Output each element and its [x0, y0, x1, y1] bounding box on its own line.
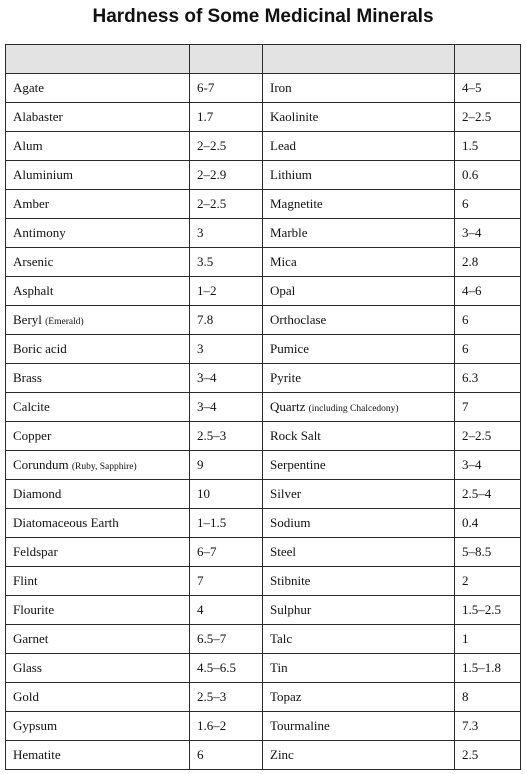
- hardness-value-cell: [455, 625, 521, 654]
- mineral-name-cell: [6, 625, 190, 654]
- mineral-name-cell-text: Pyrite: [270, 370, 302, 385]
- mineral-name-cell-text: Alabaster: [13, 109, 63, 124]
- mineral-name-cell-text: Glass: [13, 660, 42, 675]
- hardness-value-cell: [455, 132, 521, 161]
- mineral-name-cell: [6, 335, 190, 364]
- hardness-value-cell-text: 1.6–2: [197, 718, 227, 733]
- hardness-value-cell-text: 2.8: [462, 254, 479, 269]
- hardness-value-cell: [190, 74, 263, 103]
- mineral-name-cell-text: Silver: [270, 486, 302, 501]
- mineral-name-cell: [263, 219, 455, 248]
- mineral-name-cell-text: Kaolinite: [270, 109, 319, 124]
- table-row: [6, 103, 521, 132]
- table-row: [6, 132, 521, 161]
- mineral-name-cell-text: Opal: [270, 283, 296, 298]
- hardness-value-cell: [190, 654, 263, 683]
- mineral-name-cell: [6, 567, 190, 596]
- mineral-name-cell-text: Boric acid: [13, 341, 67, 356]
- mineral-name-cell-text: Iron: [270, 80, 292, 95]
- hardness-value-cell: [455, 248, 521, 277]
- mineral-name-cell: [263, 480, 455, 509]
- hardness-value-cell-text: 2.5–4: [462, 486, 492, 501]
- hardness-value-cell: [190, 480, 263, 509]
- hardness-value-cell: [455, 306, 521, 335]
- table-row: [6, 625, 521, 654]
- mineral-name-cell: [6, 364, 190, 393]
- hardness-value-cell-text: 6–7: [197, 544, 217, 559]
- table-row: [6, 422, 521, 451]
- hardness-value-cell-text: 6: [462, 341, 469, 356]
- mineral-name-cell-text: Steel: [270, 544, 296, 559]
- table-row: [6, 596, 521, 625]
- mineral-name-cell-text: Diamond: [13, 486, 62, 501]
- mineral-name-cell: [6, 306, 190, 335]
- hardness-value-cell: [455, 654, 521, 683]
- mineral-name-cell: [263, 161, 455, 190]
- hardness-value-cell-text: 4: [197, 602, 204, 617]
- hardness-value-cell-text: 2.5–3: [197, 428, 227, 443]
- mineral-name-cell-text: Corundum: [13, 457, 69, 472]
- table-row: [6, 306, 521, 335]
- hardness-value-cell: [190, 277, 263, 306]
- hardness-value-cell-text: 2: [462, 573, 469, 588]
- table-row: [6, 741, 521, 770]
- hardness-value-cell-text: 2–2.5: [462, 109, 492, 124]
- mineral-name-cell-text: Serpentine: [270, 457, 326, 472]
- mineral-name-cell: [6, 248, 190, 277]
- mineral-name-cell: [263, 190, 455, 219]
- hardness-value-cell: [190, 451, 263, 480]
- hardness-value-cell-text: 2–2.5: [197, 138, 227, 153]
- hardness-value-cell-text: 1–1.5: [197, 515, 227, 530]
- hardness-value-cell: [190, 393, 263, 422]
- hardness-value-cell: [455, 712, 521, 741]
- mineral-name-cell-text: Asphalt: [13, 283, 54, 298]
- mineral-name-cell-text: Alum: [13, 138, 43, 153]
- hardness-value-cell: [190, 683, 263, 712]
- hardness-value-cell: [455, 364, 521, 393]
- mineral-name-cell: [6, 654, 190, 683]
- hardness-value-cell: [455, 161, 521, 190]
- hardness-value-cell-text: 0.6: [462, 167, 479, 182]
- mineral-name-cell-text: Sulphur: [270, 602, 312, 617]
- hardness-value-cell: [190, 422, 263, 451]
- hardness-value-cell: [455, 277, 521, 306]
- mineral-name-cell: [263, 509, 455, 538]
- mineral-name-cell: [6, 74, 190, 103]
- table-row: [6, 509, 521, 538]
- mineral-name-cell: [6, 132, 190, 161]
- hardness-value-cell-text: 6.5–7: [197, 631, 227, 646]
- mineral-name-cell-text: Antimony: [13, 225, 66, 240]
- hardness-value-cell-text: 7.3: [462, 718, 479, 733]
- hardness-value-cell: [190, 306, 263, 335]
- hardness-value-cell: [455, 335, 521, 364]
- mineral-name-cell: [263, 306, 455, 335]
- hardness-value-cell: [190, 538, 263, 567]
- mineral-name-cell: [6, 103, 190, 132]
- hardness-value-cell-text: 10: [197, 486, 210, 501]
- hardness-value-cell-text: 7.8: [197, 312, 214, 327]
- mineral-name-cell: [6, 683, 190, 712]
- mineral-name-cell-text: Beryl: [13, 312, 42, 327]
- hardness-value-cell-text: 3–4: [197, 399, 217, 414]
- mineral-name-cell: [263, 422, 455, 451]
- hardness-value-cell: [455, 538, 521, 567]
- mineral-name-cell-text: Tin: [270, 660, 288, 675]
- table-row: [6, 567, 521, 596]
- hardness-value-cell-text: 7: [197, 573, 204, 588]
- hardness-value-cell-text: 1.5: [462, 138, 479, 153]
- mineral-name-cell: [6, 712, 190, 741]
- hardness-value-cell: [190, 625, 263, 654]
- header-cell-mineral-right: [263, 45, 455, 74]
- hardness-value-cell-text: 2.5–3: [197, 689, 227, 704]
- hardness-value-cell-text: 7: [462, 399, 469, 414]
- hardness-value-cell-text: 6-7: [197, 80, 215, 95]
- mineral-name-cell-text: Amber: [13, 196, 50, 211]
- table-row: [6, 248, 521, 277]
- mineral-name-cell: [263, 335, 455, 364]
- mineral-name-cell-text: Calcite: [13, 399, 50, 414]
- table-row: [6, 219, 521, 248]
- mineral-name-cell: [6, 393, 190, 422]
- mineral-name-cell: [6, 480, 190, 509]
- hardness-value-cell: [190, 567, 263, 596]
- mineral-name-cell: [263, 393, 455, 422]
- mineral-name-cell-text: Arsenic: [13, 254, 54, 269]
- table-row: [6, 451, 521, 480]
- hardness-value-cell-text: 1.7: [197, 109, 214, 124]
- header-cell-hardness-right: [455, 45, 521, 74]
- mineral-name-cell: [263, 103, 455, 132]
- hardness-value-cell-text: 1.5–2.5: [462, 602, 501, 617]
- table-row: [6, 683, 521, 712]
- mineral-name-cell-text: Brass: [13, 370, 42, 385]
- mineral-name-cell: [263, 74, 455, 103]
- table-body: [6, 74, 521, 770]
- hardness-value-cell: [455, 683, 521, 712]
- hardness-value-cell-text: 2–2.9: [197, 167, 227, 182]
- mineral-name-cell-text: Lithium: [270, 167, 312, 182]
- hardness-value-cell: [455, 596, 521, 625]
- mineral-name-cell: [6, 190, 190, 219]
- mineral-name-cell: [263, 567, 455, 596]
- mineral-name-cell-text: Sodium: [270, 515, 311, 530]
- hardness-value-cell: [190, 161, 263, 190]
- mineral-name-cell: [6, 451, 190, 480]
- mineral-name-cell-text: Mica: [270, 254, 297, 269]
- mineral-name-cell-text: Talc: [270, 631, 293, 646]
- mineral-name-cell: [263, 132, 455, 161]
- hardness-value-cell-text: 3: [197, 341, 204, 356]
- mineral-name-cell: [263, 683, 455, 712]
- mineral-name-cell: [6, 422, 190, 451]
- mineral-name-cell: [263, 712, 455, 741]
- hardness-value-cell: [190, 132, 263, 161]
- header-cell-mineral-left: [6, 45, 190, 74]
- mineral-name-cell-text: Pumice: [270, 341, 309, 356]
- mineral-name-cell: [263, 277, 455, 306]
- mineral-name-cell-text: Gypsum: [13, 718, 58, 733]
- mineral-name-cell-text: Feldspar: [13, 544, 58, 559]
- mineral-name-cell: [6, 219, 190, 248]
- hardness-value-cell-text: 2–2.5: [462, 428, 492, 443]
- mineral-name-cell: [263, 625, 455, 654]
- hardness-table: [5, 44, 521, 770]
- mineral-name-cell: [6, 741, 190, 770]
- hardness-value-cell-text: 8: [462, 689, 469, 704]
- hardness-value-cell-text: 3–4: [462, 225, 482, 240]
- table-row: [6, 277, 521, 306]
- mineral-name-cell-text: Diatomaceous Earth: [13, 515, 119, 530]
- table-row: [6, 393, 521, 422]
- hardness-value-cell: [190, 219, 263, 248]
- mineral-name-cell-text: Lead: [270, 138, 296, 153]
- table-row: [6, 335, 521, 364]
- header-cell-hardness-left: [190, 45, 263, 74]
- hardness-value-cell: [455, 74, 521, 103]
- hardness-value-cell-text: 4–5: [462, 80, 482, 95]
- table-row: [6, 712, 521, 741]
- hardness-value-cell-text: 3–4: [462, 457, 482, 472]
- mineral-name-cell-text: Quartz: [270, 399, 306, 414]
- hardness-value-cell-text: 1: [462, 631, 469, 646]
- hardness-value-cell-text: 3.5: [197, 254, 214, 269]
- table-row: [6, 480, 521, 509]
- mineral-name-cell-note: (Ruby, Sapphire): [71, 462, 137, 472]
- hardness-value-cell-text: 1–2: [197, 283, 217, 298]
- table-row: [6, 74, 521, 103]
- page-title: Hardness of Some Medicinal Minerals: [92, 6, 434, 27]
- mineral-name-cell: [263, 741, 455, 770]
- mineral-name-cell-note: (Emerald): [45, 317, 84, 327]
- mineral-name-cell: [6, 509, 190, 538]
- hardness-value-cell: [190, 103, 263, 132]
- table-row: [6, 654, 521, 683]
- hardness-value-cell-text: 6: [197, 747, 204, 762]
- table-row: [6, 161, 521, 190]
- hardness-value-cell-text: 4–6: [462, 283, 482, 298]
- mineral-name-cell: [6, 161, 190, 190]
- hardness-value-cell-text: 1.5–1.8: [462, 660, 501, 675]
- mineral-name-cell-note: (including Chalcedony): [308, 404, 399, 414]
- hardness-value-cell: [455, 741, 521, 770]
- mineral-name-cell: [263, 248, 455, 277]
- hardness-value-cell: [190, 190, 263, 219]
- mineral-name-cell-text: Flint: [13, 573, 38, 588]
- mineral-name-cell-text: Tourmaline: [270, 718, 330, 733]
- hardness-value-cell: [190, 509, 263, 538]
- hardness-value-cell-text: 0.4: [462, 515, 479, 530]
- mineral-name-cell-text: Gold: [13, 689, 39, 704]
- table-row: [6, 190, 521, 219]
- mineral-name-cell-text: Marble: [270, 225, 308, 240]
- hardness-value-cell: [455, 190, 521, 219]
- mineral-name-cell-text: Orthoclase: [270, 312, 327, 327]
- mineral-name-cell-text: Stibnite: [270, 573, 311, 588]
- mineral-name-cell-text: Zinc: [270, 747, 294, 762]
- mineral-name-cell-text: Hematite: [13, 747, 61, 762]
- hardness-value-cell: [190, 741, 263, 770]
- mineral-name-cell: [263, 538, 455, 567]
- hardness-value-cell: [455, 451, 521, 480]
- hardness-value-cell-text: 3: [197, 225, 204, 240]
- mineral-name-cell-text: Agate: [13, 80, 45, 95]
- hardness-value-cell: [190, 596, 263, 625]
- hardness-value-cell: [455, 219, 521, 248]
- mineral-name-cell-text: Aluminium: [13, 167, 73, 182]
- mineral-name-cell: [263, 596, 455, 625]
- hardness-value-cell-text: 6.3: [462, 370, 479, 385]
- hardness-value-cell: [455, 480, 521, 509]
- mineral-name-cell: [263, 654, 455, 683]
- mineral-name-cell: [263, 451, 455, 480]
- hardness-value-cell-text: 9: [197, 457, 204, 472]
- mineral-name-cell-text: Rock Salt: [270, 428, 321, 443]
- mineral-name-cell-text: Topaz: [270, 689, 302, 704]
- mineral-name-cell-text: Garnet: [13, 631, 49, 646]
- table-row: [6, 364, 521, 393]
- mineral-name-cell: [6, 596, 190, 625]
- hardness-value-cell: [190, 335, 263, 364]
- hardness-value-cell: [190, 248, 263, 277]
- hardness-value-cell-text: 2–2.5: [197, 196, 227, 211]
- mineral-name-cell-text: Flourite: [13, 602, 55, 617]
- hardness-value-cell-text: 3–4: [197, 370, 217, 385]
- mineral-name-cell-text: Magnetite: [270, 196, 323, 211]
- mineral-name-cell: [6, 277, 190, 306]
- hardness-value-cell: [190, 712, 263, 741]
- hardness-value-cell-text: 4.5–6.5: [197, 660, 236, 675]
- mineral-name-cell: [263, 364, 455, 393]
- hardness-value-cell: [190, 364, 263, 393]
- table-row: [6, 538, 521, 567]
- mineral-name-cell: [6, 538, 190, 567]
- hardness-value-cell: [455, 103, 521, 132]
- hardness-value-cell-text: 5–8.5: [462, 544, 492, 559]
- hardness-value-cell: [455, 393, 521, 422]
- hardness-value-cell-text: 6: [462, 196, 469, 211]
- hardness-value-cell-text: 2.5: [462, 747, 479, 762]
- mineral-name-cell-text: Copper: [13, 428, 52, 443]
- hardness-value-cell-text: 6: [462, 312, 469, 327]
- hardness-value-cell: [455, 509, 521, 538]
- hardness-value-cell: [455, 567, 521, 596]
- hardness-value-cell: [455, 422, 521, 451]
- table-header-row: [6, 45, 521, 74]
